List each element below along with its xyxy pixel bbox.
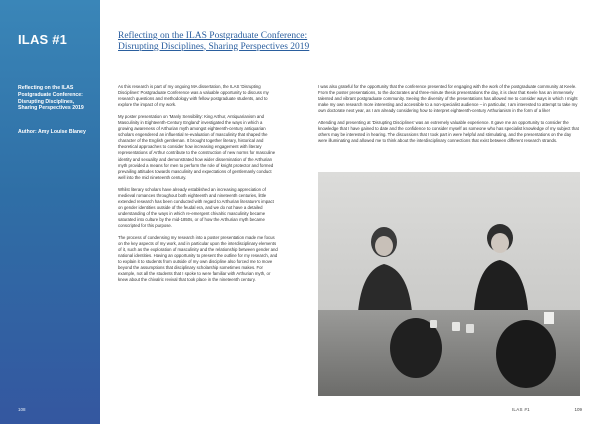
sidebar: [0, 0, 100, 424]
paragraph: My poster presentation on 'Manly Sensibility: King Arthur, Antiquarianism and Masculinity in Eighteenth-Century England' investigated the ways in which a growing awareness of Arthurian myth amongst eighteenth-century antiquarian scholars engendered an influential re-evaluation of masculinity that shaped the character of the English gentleman. It brought together literary, historical and theoretical approaches to consider how increasing engagement with literary representations of Arthur contribute to the construction of new norms for masculine identity and sexuality and demonstrated how wider dissemination of the Arthurian myth provided a means for men to perform the role of knight protector and formed prevailing attitudes towards masculinity and expectations of gentlemanly conduct well into the mid nineteenth century.: [118, 114, 276, 180]
footer-issue: ILAS #1: [511, 407, 530, 412]
sidebar-author: Author: Amy Louise Blaney: [18, 129, 86, 135]
sidebar-article-title: Reflecting on the ILAS Postgraduate Conference: Disrupting Disciplines, Sharing Perspectives 2019: [18, 85, 84, 112]
issue-title: ILAS #1: [18, 32, 68, 47]
text-column-left: [118, 84, 278, 289]
paragraph: As this research is part of my ongoing MA dissertation, the ILAS 'Disrupting Disciplines' Postgraduate Conference was a valuable opportunity to discuss my research questions and methodology with fellow postgraduate students, and to explore the impact of my work.: [118, 84, 269, 108]
page-number-left: 108: [18, 407, 26, 412]
article-title: Reflecting on the ILAS Postgraduate Conference: Disrupting Disciplines, Sharing Perspectives 2019: [118, 31, 310, 52]
photo-illustration: [318, 172, 580, 396]
paragraph: Whilst literary scholars have already established an increasing appreciation of medieval romances throughout both eighteenth and nineteenth centuries, little extended research has been conducted with regard to Arthurian literature's impact on gender identities outside of the feudal era, and we do not have a detailed understanding of the ways in which re-emergent chivalric masculinity became saturated into culture by the mid-1850s, or of how the Arthurian myth became conscripted for this purpose.: [118, 186, 274, 228]
conference-photo: [318, 172, 580, 396]
paragraph: The process of condensing my research into a poster presentation made me focus on the key aspects of my work, and in particular upon the interdisciplinary elements of it, such as the exploration of masculinity and the relationship between gender and national identities. Having an opportunity to present the outline for my research, and to explain it to students from outside of my own discipline also forced me to move beyond the assumptions that disciplinary scholarship sometimes makes. For example, not all the students that I spoke to were familiar with Arthurian myth, or knew about the chivalric revival that took place in the nineteenth century.: [118, 235, 278, 283]
page-number-right: 109: [574, 407, 582, 412]
paragraph: Attending and presenting at 'Disrupting Disciplines' was an extremely valuable experience. It gave me an opportunity to consider the knowledge that I have gained to date and the confidence to consider myself as someone who has specialist knowledge of my subject that others may be interested in hearing. The discussions that I took part in were helpful and stimulating, and the presentations on the day were illuminating and allowed me to think about the interdisciplinary connections that exist between different research strands.: [318, 120, 579, 144]
text-column-right: [318, 84, 580, 150]
paragraph: I was also grateful for the opportunity that the conference presented for engaging with the work of the postgraduate community at Keele. From the poster presentations, to the doctorates and three-minute thesis presentations the day, it is clear that Keele has an immensely talented and vibrant postgraduate community. Seeing the diversity of the presentations has allowed me to consider ways in which I might make my own research more interesting and accessible to a non-specialist audience – in particular, I am interested to attempt to take my own doctorate next year, as I am already considering how to interpret eighteenth-century Arthurianism in the form of a like!: [318, 84, 578, 114]
